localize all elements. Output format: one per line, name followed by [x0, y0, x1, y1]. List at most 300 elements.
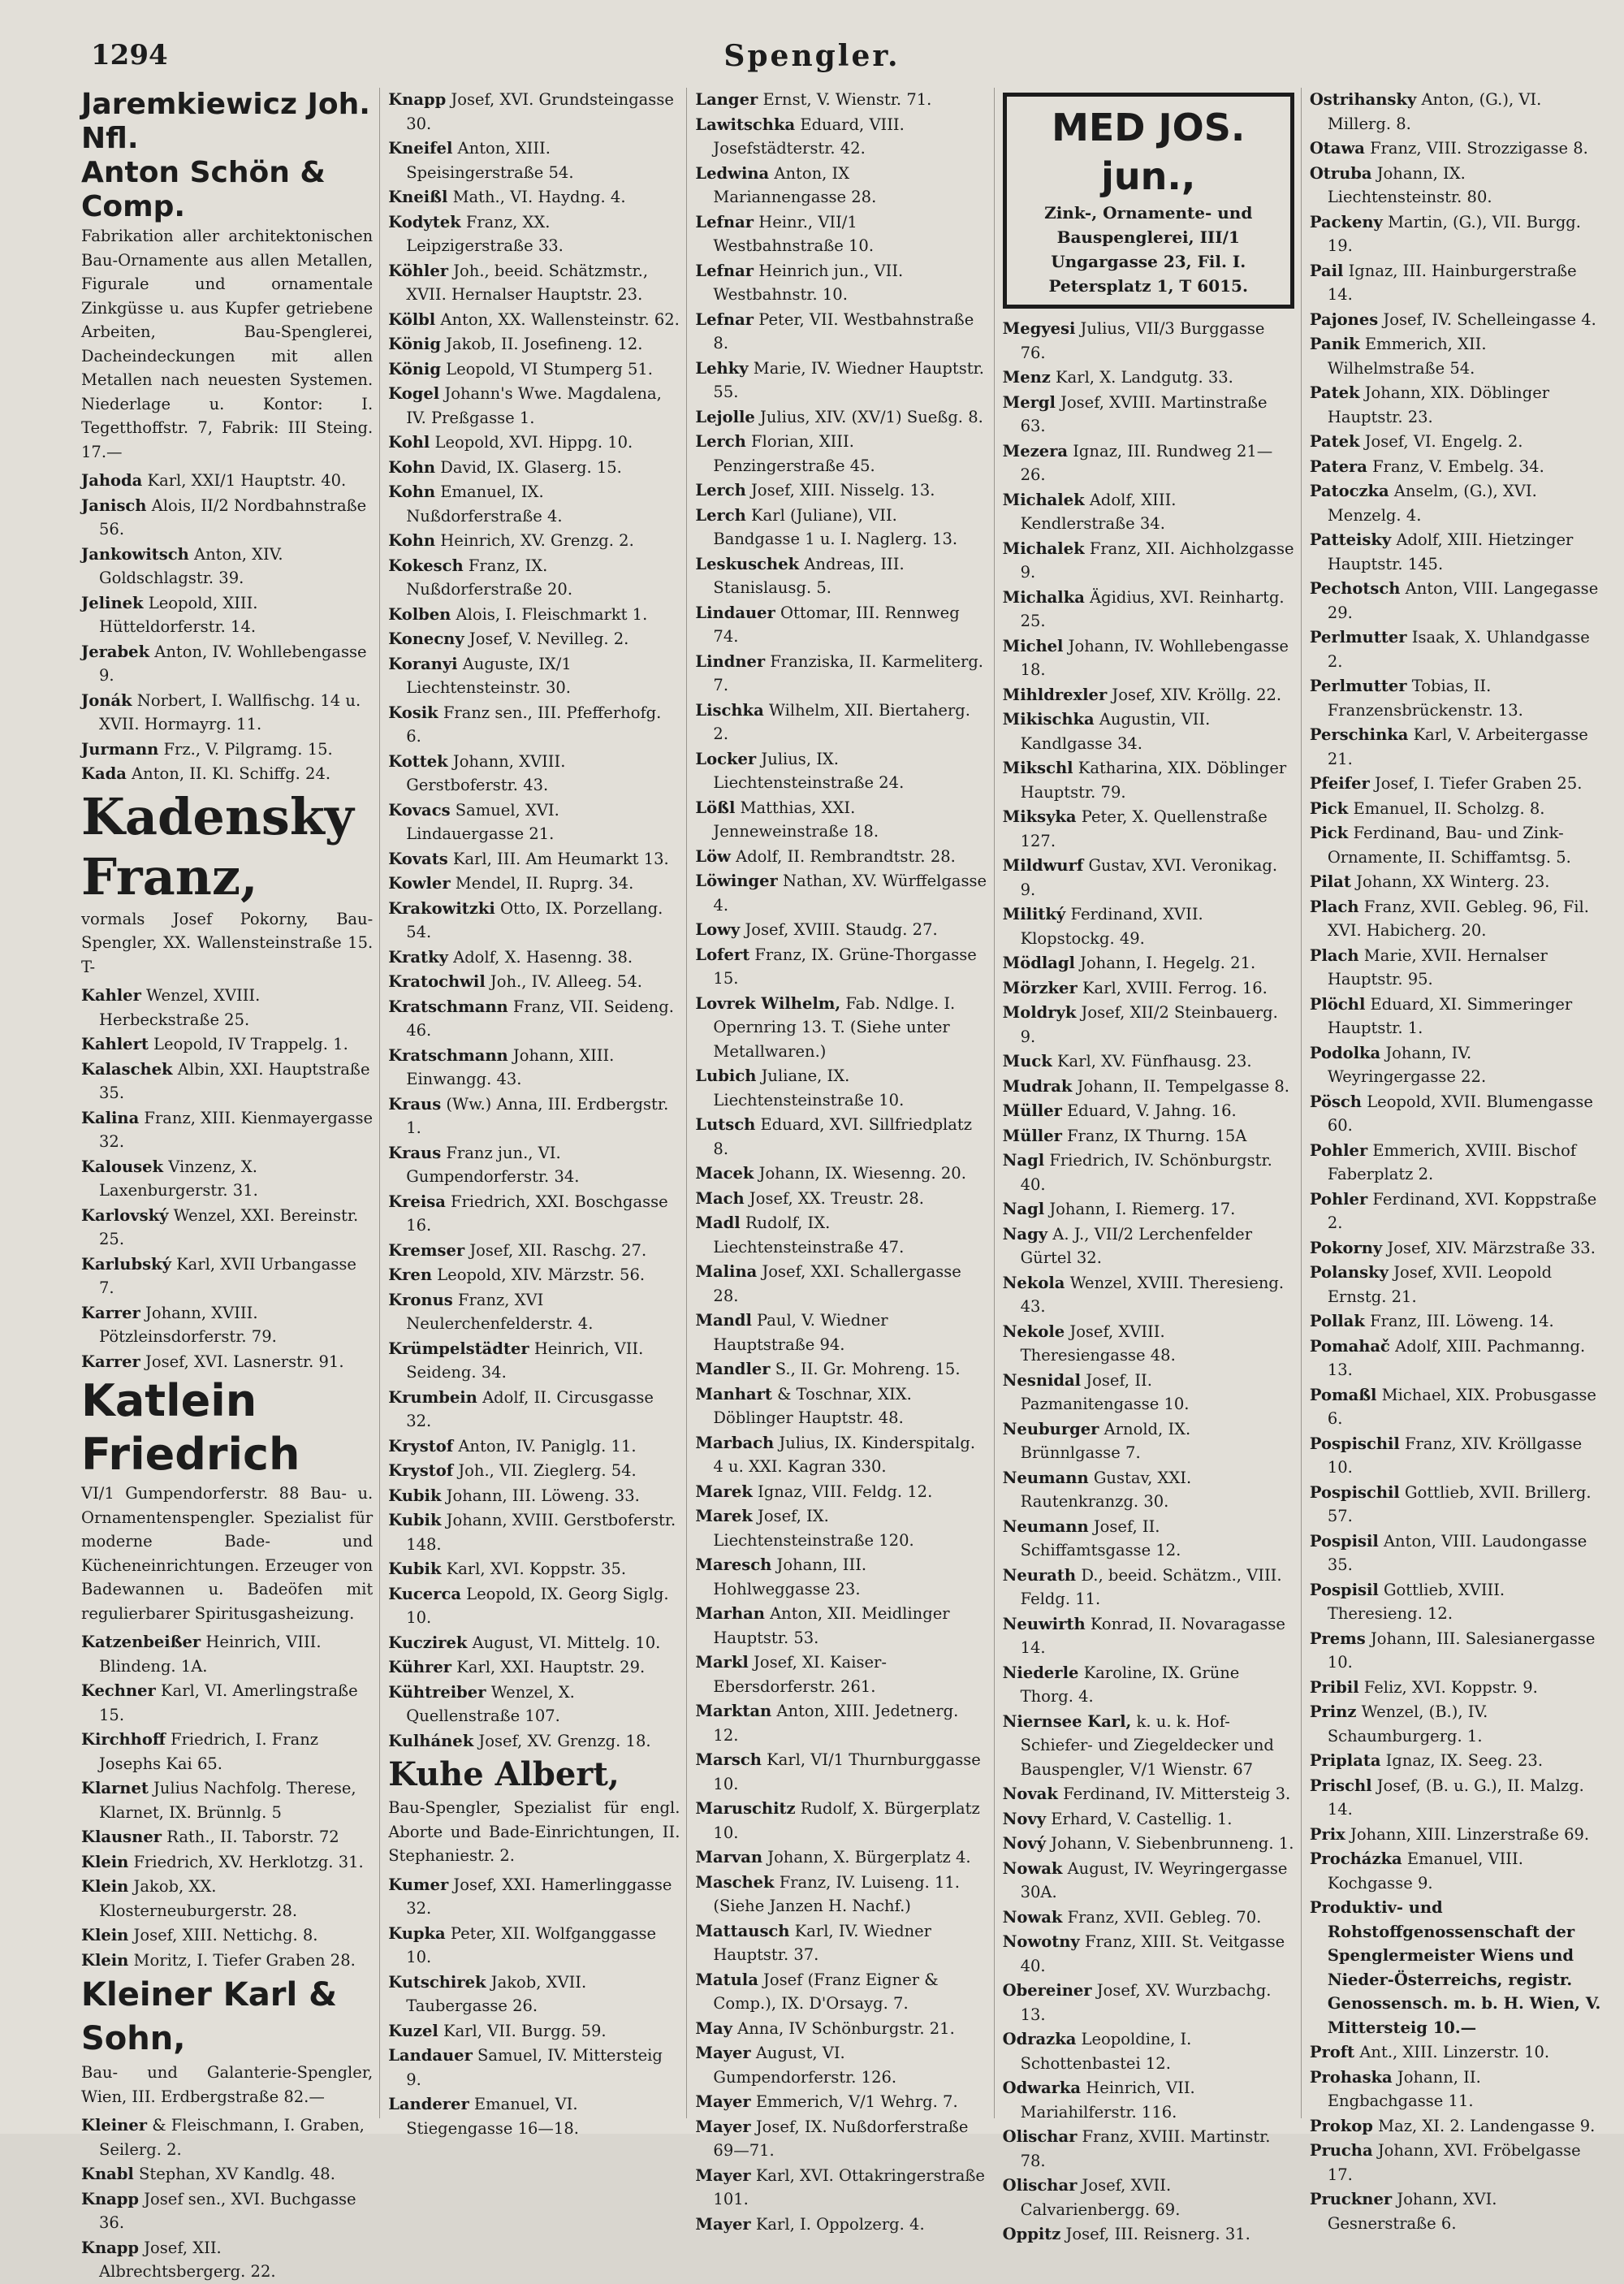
ad-kadensky-title: Kadensky Franz, [81, 786, 354, 906]
directory-entry [1310, 1261, 1601, 1309]
entry-name: Müller [1002, 1101, 1062, 1120]
entry-name: Markl [695, 1653, 749, 1672]
entry-name: Mayer [695, 2165, 751, 2185]
entry-name: Nowak [1002, 1907, 1063, 1927]
entry-name: Kahlert [81, 1035, 149, 1053]
entry-name: Pilat [1309, 872, 1351, 891]
directory-entry [1003, 1857, 1294, 1905]
directory-entry [695, 1161, 987, 1186]
directory-entry [388, 1263, 680, 1287]
entry-name: Mattausch [695, 1921, 790, 1940]
directory-entry [695, 796, 987, 844]
entry-address: Josef, XII/2 Steinbauerg. 9. [1020, 1003, 1278, 1046]
directory-entry [1003, 707, 1294, 755]
entry-name: Kohl [388, 433, 430, 452]
directory-entry [388, 332, 680, 357]
entry-address: Leopold, XVI. Hippg. 10. [430, 433, 633, 452]
entry-name: Lischka [695, 700, 764, 720]
entry-address: Friedrich, IV. Schönburgstr. 40. [1020, 1151, 1272, 1194]
entry-name: Lejolle [695, 407, 755, 426]
entry-name: Kuzel [388, 2021, 438, 2040]
entry-name: Kleiner [81, 2116, 148, 2135]
entry-name: Kühtreiber [388, 1682, 486, 1702]
entry-address: Rath., II. Taborstr. 72 [162, 1828, 339, 1846]
entry-name: Kneifel [388, 139, 453, 158]
directory-entry [695, 1968, 987, 2016]
directory-entry [1003, 683, 1294, 707]
entry-address: Franziska, II. Karmeliterg. 7. [713, 651, 983, 694]
directory-entry [1310, 821, 1601, 869]
entry-name: Maschek [695, 1872, 775, 1892]
entry-name: Kulhánek [388, 1731, 474, 1750]
entry-name: Marhan [695, 1604, 765, 1623]
entry-address: Franz, IV. Luiseng. 11. (Siehe Janzen H. Nachf.) [713, 1872, 960, 1915]
entry-name: Nesnidal [1002, 1370, 1082, 1390]
entry-address: Martin, (G.), VII. Burgg. 19. [1327, 212, 1581, 255]
entry-name: Mandler [695, 1360, 771, 1378]
directory-entry [1003, 537, 1294, 585]
entry-address: Norbert, I. Wallfischg. 14 u. XVII. Hormayrg. 11. [99, 690, 361, 733]
entry-address: Peter, VII. Westbahnstraße 8. [713, 309, 974, 353]
directory-entry [1310, 210, 1601, 258]
entry-name: Nagy [1002, 1224, 1048, 1244]
entry-address: Josef, VI. Engelg. 2. [1359, 432, 1523, 451]
entry-name: Novy [1002, 1809, 1047, 1828]
directory-entry [81, 1875, 373, 1923]
directory-entry [81, 1850, 373, 1875]
entry-name: Löwinger [695, 872, 778, 890]
entry-address: Johann, XX Winterg. 23. [1350, 872, 1550, 891]
entry-address: Emanuel, II. Scholzg. 8. [1348, 798, 1545, 818]
entry-name: Nekola [1002, 1273, 1065, 1292]
entry-address: Josef, XII. Albrechtsbergerg. 22. [99, 2238, 276, 2281]
entry-name: Otruba [1309, 163, 1372, 183]
entry-address: Auguste, IX/1 Liechtensteinstr. 30. [406, 654, 572, 697]
directory-entry [695, 845, 987, 869]
directory-entry [695, 357, 987, 404]
directory-entry [1310, 1700, 1601, 1748]
entry-address: Ägidius, XVI. Reinhartg. 25. [1020, 587, 1285, 630]
entry-address: Josef, XIV. Kröllg. 22. [1107, 685, 1282, 704]
directory-entry [388, 652, 680, 700]
entry-address: (Ww.) Anna, III. Erdbergstr. 1. [406, 1094, 669, 1137]
entry-list [81, 469, 373, 786]
ad-kuhe-text: Bau-Spengler, Spezialist für engl. Aborte und Bade-Einrichtungen, II. Stephaniestr. 2. [388, 1798, 680, 1865]
entry-address: Anton, II. Kl. Schiffg. 24. [126, 764, 331, 783]
entry-name: Patoczka [1309, 482, 1389, 500]
entry-name: Kovats [388, 849, 448, 868]
entry-name: Lefnar [695, 261, 754, 280]
entry-address: Emmerich, XVIII. Bischof Faberplatz 2. [1327, 1140, 1577, 1183]
entry-address: Marie, XVII. Hernalser Hauptstr. 95. [1327, 945, 1548, 988]
entry-address: Eduard, VIII. Josefstädterstr. 42. [713, 115, 905, 158]
entry-address: Johann, IX. Wiesenng. 20. [754, 1164, 966, 1183]
entry-address: Heinr., VII/1 Westbahnstraße 10. [713, 212, 875, 255]
directory-entry [1003, 1564, 1294, 1611]
entry-name: Mayer [695, 2044, 751, 2062]
entry-name: Pospisil [1309, 1531, 1379, 1551]
ad-med-text: Zink-, Ornamente- und Bauspenglerei, III/1 Ungargasse 23, Fil. I. Petersplatz 1, T 6015. [1044, 203, 1253, 296]
directory-entry [1003, 902, 1294, 950]
entry-name: Lößl [695, 798, 736, 817]
directory-entry [1310, 2066, 1601, 2113]
directory-entry [388, 627, 680, 651]
column-2 [388, 88, 687, 2138]
entry-address: S., II. Gr. Mohreng. 15. [770, 1360, 961, 1378]
entry-name: Kratky [388, 947, 448, 967]
directory-entry [81, 1350, 373, 1374]
directory-entry [388, 357, 680, 382]
entry-address: Johann, XVIII. Pötzleinsdorferstr. 79. [99, 1303, 277, 1346]
directory-entry [388, 1141, 680, 1189]
entry-name: Militký [1002, 905, 1066, 924]
entry-name: Lefnar [695, 309, 754, 329]
entry-address: Fab. Ndlge. I. Opernring 13. T. (Siehe unter Metallwaren.) [713, 993, 956, 1061]
directory-entry [1310, 1578, 1601, 1626]
entry-name: Konecny [388, 629, 464, 648]
directory-entry [388, 603, 680, 627]
directory-entry [1310, 870, 1601, 894]
entry-address: Tobias, II. Franzensbrückenstr. 13. [1327, 677, 1523, 720]
entry-address: Ferdinand, IV. Mittersteig 3. [1057, 1784, 1291, 1803]
entry-list [1310, 2040, 1601, 2235]
entry-name: Lawitschka [695, 115, 796, 134]
entry-address: Leopold, XIII. Hütteldorferstr. 14. [99, 593, 258, 636]
entry-name: Novak [1002, 1784, 1058, 1803]
directory-entry [1003, 2027, 1294, 2075]
directory-entry [1003, 1782, 1294, 1806]
directory-entry [1003, 2076, 1294, 2124]
entry-address: Josef, XXI. Schallergasse 28. [713, 1262, 961, 1305]
entry-name: Prucha [1309, 2141, 1373, 2160]
entry-address: Friedrich, I. Franz Josephs Kai 65. [99, 1730, 319, 1773]
directory-entry [695, 699, 987, 746]
directory-entry [695, 259, 987, 307]
entry-name: Knabl [81, 2165, 134, 2183]
entry-name: Lerch [695, 432, 746, 451]
entry-name: Pribil [1309, 1677, 1359, 1697]
directory-entry [1003, 1049, 1294, 1074]
entry-name: Nekole [1002, 1322, 1065, 1341]
entry-name: Pospischil [1309, 1434, 1400, 1453]
entry-address: Karl, V. Arbeitergasse 21. [1327, 725, 1588, 768]
ad-med-title: MED JOS. jun., [1052, 106, 1246, 198]
entry-address: Johann, XVIII. Gerstboferstr. 43. [406, 751, 566, 794]
directory-entry [1310, 308, 1601, 332]
entry-address: Anton, IX Mariannengasse 28. [713, 163, 877, 206]
entry-name: Kubik [388, 1486, 442, 1505]
entry-address: Moritz, I. Tiefer Graben 28. [128, 1950, 356, 1970]
entry-name: Panik [1309, 335, 1360, 353]
genossenschaft-entry: Produktiv- und Rohstoffgenossenschaft der Spenglermeister Wiens und Nieder-Österreichs, registr. Genossensch. m. b. H. Wien, V. Mittersteig 10.— [1309, 1898, 1601, 2037]
directory-entry [695, 2017, 987, 2041]
entry-name: Lefnar [695, 212, 754, 231]
entry-address: Juliane, IX. Liechtensteinstraße 10. [713, 1066, 905, 1110]
entry-name: Kührer [388, 1658, 452, 1676]
entry-address: Josef, XV. Wurzbachg. 13. [1020, 1981, 1272, 2024]
directory-entry [81, 1825, 373, 1849]
entry-name: Klein [81, 1852, 129, 1871]
directory-entry [695, 1309, 987, 1356]
entry-name: Moldryk [1002, 1003, 1077, 1022]
directory-entry [81, 1923, 373, 1948]
entry-address: Ignaz, III. Rundweg 21—26. [1020, 441, 1273, 484]
directory-entry [81, 1728, 373, 1776]
directory-entry [388, 88, 680, 136]
directory-entry [695, 405, 987, 430]
entry-name: Karlovský [81, 1205, 169, 1225]
entry-name: Kechner [81, 1681, 156, 1700]
directory-entry [695, 869, 987, 917]
entry-name: Nowak [1002, 1858, 1063, 1878]
ad-katlein-title: Katlein Friedrich [81, 1375, 300, 1480]
directory-entry [695, 1871, 987, 1918]
directory-entry [81, 2162, 373, 2187]
entry-address: Jakob, XVII. Taubergasse 26. [406, 1972, 587, 2015]
directory-entry [695, 1797, 987, 1845]
entry-name: Niederle [1002, 1663, 1079, 1682]
entry-name: Pospisil [1309, 1580, 1379, 1599]
directory-entry [695, 1748, 987, 1796]
directory-entry [1003, 976, 1294, 1001]
entry-name: Plach [1309, 945, 1359, 965]
directory-entry [695, 1699, 987, 1747]
entry-address: Wenzel, X. Quellenstraße 107. [406, 1682, 575, 1725]
directory-entry [388, 136, 680, 184]
directory-entry [1003, 2174, 1294, 2221]
directory-entry [1003, 1832, 1294, 1856]
entry-name: Locker [695, 749, 757, 768]
entry-address: Vinzenz, X. Laxenburgerstr. 31. [99, 1157, 258, 1200]
directory-entry [695, 88, 987, 112]
directory-entry [695, 1504, 987, 1552]
directory-entry [81, 1058, 373, 1105]
directory-entry [1003, 1271, 1294, 1319]
entry-address: Franz, XX. Leipzigerstraße 33. [406, 212, 564, 255]
entry-name: Knapp [81, 2238, 140, 2257]
entry-name: Marek [695, 1507, 753, 1525]
entry-name: Kuczirek [388, 1633, 468, 1652]
entry-address: Anton, XIII. Speisingerstraße 54. [406, 139, 574, 182]
directory-entry [81, 984, 373, 1032]
directory-entry [388, 430, 680, 455]
directory-entry [695, 1211, 987, 1259]
entry-name: Kottek [388, 751, 448, 771]
directory-entry [81, 1204, 373, 1252]
entry-address: Rudolf, IX. Liechtensteinstraße 47. [713, 1213, 905, 1257]
entry-address: Karl, XV. Fünfhausg. 23. [1052, 1052, 1252, 1071]
entry-name: Pechotsch [1309, 579, 1401, 598]
entry-address: Johann, I. Riemerg. 17. [1044, 1200, 1236, 1218]
entry-address: Samuel, XVI. Lindauergasse 21. [406, 800, 559, 843]
directory-entry [1310, 136, 1601, 161]
entry-name: Jonák [81, 690, 132, 710]
directory-entry [695, 308, 987, 356]
page-header [0, 39, 1624, 80]
entry-name: Pfeifer [1309, 774, 1370, 793]
directory-entry [695, 1650, 987, 1698]
entry-address: Karl (Juliane), VII. Bandgasse 1 u. I. Naglerg. 13. [713, 505, 958, 548]
entry-address: Franz, XIII. Kienmayergasse 32. [99, 1108, 374, 1151]
entry-name: Marvan [695, 1848, 763, 1867]
directory-entry [1003, 2125, 1294, 2173]
entry-name: Kirchhoff [81, 1730, 166, 1749]
entry-name: Neumann [1002, 1516, 1089, 1536]
entry-address: August, VI. Gumpendorferstr. 126. [713, 2044, 897, 2087]
entry-address: Eduard, XVI. Sillfriedplatz 8. [713, 1115, 973, 1158]
entry-name: Langer [695, 90, 758, 109]
directory-entry [1310, 1041, 1601, 1089]
directory-entry [388, 185, 680, 210]
entry-address: Josef, XVII. Leopold Ernstg. 21. [1327, 1263, 1553, 1306]
entry-address: Adolf, II. Rembrandtstr. 28. [730, 846, 956, 866]
entry-name: Kratschmann [388, 997, 508, 1016]
entry-address: Johann, I. Hegelg. 21. [1074, 954, 1256, 972]
entry-address: Friedrich, XV. Herklotzg. 31. [128, 1852, 364, 1871]
directory-entry [1003, 1001, 1294, 1049]
entry-name: Krakowitzki [388, 898, 495, 918]
entry-address: Gustav, XXI. Rautenkranzg. 30. [1020, 1468, 1192, 1511]
directory-entry [388, 1681, 680, 1728]
directory-entry [1003, 488, 1294, 536]
directory-entry [1310, 674, 1601, 722]
entry-address: Isaak, X. Uhlandgasse 2. [1327, 628, 1590, 671]
entry-address: Heinrich, VIII. Blindeng. 1A. [99, 1633, 322, 1676]
directory-entry [1310, 1432, 1601, 1480]
entry-name: Marbach [695, 1433, 775, 1452]
entry-address: Josef, XI. Kaiser-Ebersdorferstr. 261. [713, 1653, 887, 1696]
directory-entry [1003, 1369, 1294, 1417]
entry-name: Prohaska [1309, 2067, 1393, 2087]
entry-address: Josef, I. Tiefer Graben 25. [1369, 774, 1583, 793]
entry-name: Kratschmann [388, 1045, 508, 1065]
entry-name: Kremser [388, 1240, 465, 1260]
directory-entry [695, 210, 987, 258]
entry-name: Lovrek Wilhelm, [695, 993, 841, 1013]
directory-entry [1310, 1627, 1601, 1675]
entry-address: Franz, IX. Nußdorferstraße 20. [406, 556, 573, 599]
entry-address: David, IX. Glaserg. 15. [435, 457, 622, 477]
entry-name: Mach [695, 1188, 745, 1208]
entry-address: Ant., XIII. Linzerstr. 10. [1354, 2043, 1550, 2061]
entry-name: Packeny [1309, 212, 1383, 231]
entry-name: Podolka [1309, 1043, 1381, 1062]
directory-entry [1310, 944, 1601, 992]
entry-address: Stephan, XV Kandlg. 48. [133, 2165, 335, 2183]
entry-address: Wenzel, XXI. Bereinstr. 25. [99, 1205, 359, 1248]
entry-address: Karl, XXI. Hauptstr. 29. [451, 1658, 646, 1676]
entry-address: Leopold, XVII. Blumengasse 60. [1327, 1092, 1593, 1135]
entry-address: Joh., beeid. Schätzmstr., XVII. Hernalser Hauptstr. 23. [406, 261, 649, 304]
entry-address: Emmerich, V/1 Wehrg. 7. [750, 2092, 958, 2111]
directory-entry [695, 992, 987, 1064]
directory-entry [1310, 381, 1601, 429]
directory-entry [81, 1106, 373, 1154]
entry-name: Jerabek [81, 642, 150, 661]
entry-name: Marktan [695, 1702, 772, 1720]
entry-address: Franz, VIII. Strozzigasse 8. [1364, 139, 1588, 158]
entry-address: Andreas, III. Stanislausg. 5. [713, 554, 905, 597]
directory-entry [1310, 1236, 1601, 1261]
entry-address: Erhard, V. Castellig. 1. [1046, 1809, 1233, 1828]
directory-entry [1003, 951, 1294, 975]
entry-address: Anton, XII. Meidlinger Hauptstr. 53. [713, 1604, 950, 1647]
entry-address: Julius, VII/3 Burggasse 76. [1020, 319, 1265, 362]
directory-entry [1003, 854, 1294, 902]
directory-entry [388, 970, 680, 994]
entry-name: Odwarka [1002, 2079, 1082, 2097]
entry-name: Prokop [1309, 2116, 1373, 2135]
entry-name: Procházka [1309, 1849, 1402, 1868]
directory-entry [1003, 2222, 1294, 2247]
entry-name: Michel [1002, 636, 1064, 655]
entry-name: Kneißl [388, 188, 448, 206]
directory-entry [1003, 1515, 1294, 1563]
entry-address: Konrad, II. Novaragasse 14. [1020, 1614, 1285, 1657]
entry-list [81, 1630, 373, 1972]
entry-address: Johann, IV. Wohllebengasse 18. [1020, 636, 1289, 679]
entry-address: Friedrich, XXI. Boschgasse 16. [406, 1192, 668, 1235]
directory-entry [1003, 1099, 1294, 1123]
entry-address: Johann, IX. Liechtensteinstr. 80. [1327, 163, 1492, 206]
entry-address: Michael, XIX. Probusgasse 6. [1327, 1385, 1596, 1428]
entry-name: Prinz [1309, 1702, 1357, 1721]
entry-address: Heinrich jun., VII. Westbahnstr. 10. [713, 261, 904, 304]
entry-address: Franz, XVI Neulerchenfelderstr. 4. [406, 1290, 594, 1333]
column-3 [695, 88, 994, 2234]
entry-address: Otto, IX. Porzellang. 54. [406, 898, 663, 941]
directory-entry [1310, 1187, 1601, 1235]
directory-entry [695, 1260, 987, 1308]
directory-entry [695, 1187, 987, 1211]
entry-name: Patek [1309, 383, 1360, 402]
entry-name: Lindner [695, 651, 766, 671]
entry-address: Ferdinand, Bau- und Zink-Ornamente, II. Schiffamtsg. 5. [1327, 824, 1571, 867]
entry-name: Lehky [695, 358, 749, 378]
entry-address: Anna, IV Schönburgstr. 21. [732, 2018, 955, 2038]
entry-name: Pohler [1309, 1189, 1368, 1209]
entry-address: Josef, II. Schiffamtsgasse 12. [1020, 1516, 1181, 1559]
entry-address: Johann, III. Löweng. 33. [441, 1486, 640, 1505]
directory-entry [388, 1459, 680, 1483]
entry-address: Franz, XVII. Gebleg. 70. [1062, 1907, 1262, 1927]
entry-address: Leopoldine, I. Schottenbastei 12. [1020, 2030, 1192, 2073]
entry-address: Adolf, XIII. Kendlerstraße 34. [1020, 490, 1177, 533]
entry-name: Kosik [388, 703, 438, 722]
entry-address: Heinrich, VII. Seideng. 34. [406, 1339, 644, 1382]
directory-entry [695, 2041, 987, 2089]
column-1 [81, 88, 380, 2281]
entry-address: Johann, IV. Weyringergasse 22. [1327, 1043, 1487, 1086]
entry-address: Mendel, II. Ruprg. 34. [450, 874, 634, 893]
entry-address: Leopold, IX. Georg Siglg. 10. [406, 1584, 669, 1627]
entry-address: & Toschnar, XIX. Döblinger Hauptstr. 48. [713, 1384, 912, 1427]
entry-address: Josef, XVII. Calvarienbergg. 69. [1020, 2176, 1181, 2219]
entry-address: Nathan, XV. Würffelgasse 4. [713, 872, 987, 915]
entry-name: Kupka [388, 1923, 446, 1943]
entry-name: Mihldrexler [1002, 685, 1108, 704]
directory-columns [81, 88, 1608, 2281]
entry-address: Karl, XVI. Koppstr. 35. [441, 1559, 627, 1578]
entry-address: Anton, XIV. Goldschlagstr. 39. [99, 544, 283, 587]
entry-address: Josef, V. Nevilleg. 2. [464, 629, 629, 648]
entry-address: Johann, XIII. Einwangg. 43. [406, 1045, 615, 1088]
entry-address: Josef, XII. Raschg. 27. [464, 1240, 647, 1260]
entry-address: Emanuel, VI. Stiegengasse 16—18. [406, 2095, 579, 2138]
entry-name: Nagl [1002, 1151, 1045, 1170]
entry-name: Mayer [695, 2214, 751, 2234]
directory-entry [388, 1631, 680, 1655]
